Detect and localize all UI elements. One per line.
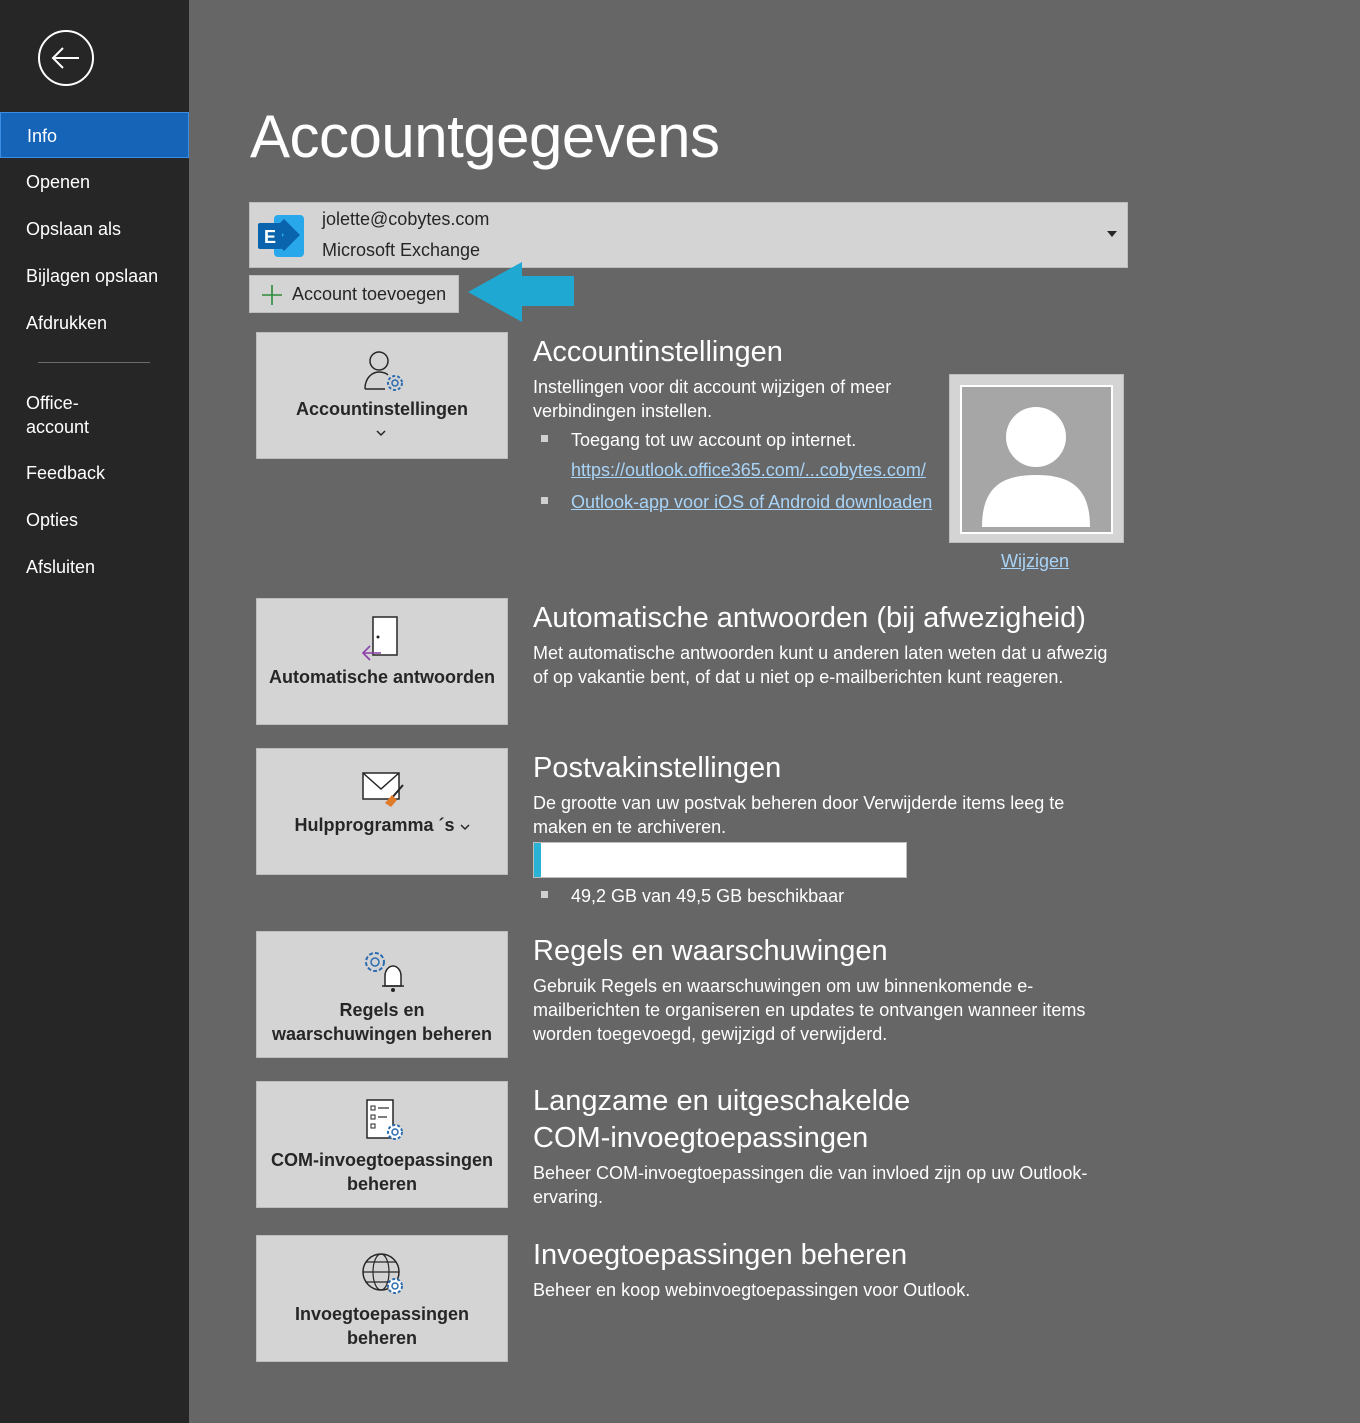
back-arrow-icon	[49, 41, 83, 75]
plus-icon	[260, 283, 284, 307]
person-silhouette-icon	[962, 387, 1111, 532]
page-title: Accountgegevens	[250, 103, 720, 170]
auto-reply-tile[interactable]	[256, 598, 508, 725]
owa-link[interactable]: https://outlook.office365.com/...cobytes.com/	[571, 460, 926, 480]
back-button[interactable]	[38, 30, 94, 86]
auto-reply-desc: Met automatische antwoorden kunt u anderen laten weten dat u afwezig of op vakantie bent, of dat u niet op e-mailberichten kunt reageren.	[533, 643, 1108, 687]
account-email: jolette@cobytes.com	[322, 209, 490, 229]
exchange-icon	[256, 213, 306, 259]
nav-item-bijlagen-opslaan[interactable]: Bijlagen opslaan	[26, 266, 159, 286]
addins-desc: Beheer en koop webinvoegtoepassingen voor Outlook.	[533, 1280, 971, 1300]
account-type: Microsoft Exchange	[322, 240, 481, 260]
bullet	[541, 891, 548, 898]
nav-item-afdrukken[interactable]: Afdrukken	[26, 313, 108, 333]
account-settings-desc: Instellingen voor dit account wijzigen of meer verbindingen instellen.	[533, 377, 892, 421]
mailbox-tools-tile-label: Hulpprogramma ´s	[257, 813, 507, 837]
nav-divider	[38, 362, 150, 363]
mobile-app-link[interactable]: Outlook-app voor iOS of Android downloaden	[571, 492, 933, 512]
gear-bell-icon	[359, 946, 407, 994]
com-addins-tile[interactable]	[256, 1081, 508, 1208]
chevron-down-icon	[1107, 231, 1117, 237]
mail-brush-icon	[359, 763, 407, 811]
nav-item-opslaan-als[interactable]: Opslaan als	[26, 219, 122, 239]
rules-tile-label: Regels en waarschuwingen beheren	[271, 1000, 493, 1044]
callout-arrow-icon	[468, 262, 576, 322]
mailbox-usage-text: 49,2 GB van 49,5 GB beschikbaar	[571, 886, 845, 906]
account-settings-tile-label: Accountinstellingen	[295, 399, 468, 419]
rules-tile[interactable]	[256, 931, 508, 1058]
nav-item-opties[interactable]: Opties	[26, 510, 79, 530]
mailbox-usage-fill	[534, 843, 541, 877]
auto-reply-tile-label: Automatische antwoorden	[268, 667, 496, 687]
nav-item-feedback[interactable]: Feedback	[26, 463, 106, 483]
list-gear-icon	[359, 1096, 407, 1144]
nav-item-afsluiten[interactable]: Afsluiten	[26, 557, 96, 577]
nav-item-info[interactable]: Info	[0, 112, 189, 158]
account-settings-tile[interactable]	[256, 332, 508, 459]
svg-text:E: E	[263, 227, 277, 247]
nav-item-openen[interactable]: Openen	[26, 172, 91, 192]
chevron-down-icon	[376, 429, 386, 437]
add-account-button[interactable]	[249, 275, 459, 313]
add-account-label: Account toevoegen	[292, 284, 447, 304]
globe-gear-icon	[359, 1250, 407, 1298]
com-addins-title: Langzame en uitgeschakelde COM-invoegtoepassingen	[533, 1085, 911, 1154]
mailbox-tools-tile[interactable]	[256, 748, 508, 875]
web-access-text: Toegang tot uw account op internet.	[571, 430, 857, 450]
chevron-down-icon	[460, 823, 470, 831]
addins-tile[interactable]	[256, 1235, 508, 1362]
bullet	[541, 497, 548, 504]
com-addins-tile-label: COM-invoegtoepassingen beheren	[270, 1150, 494, 1194]
account-settings-title: Accountinstellingen	[533, 336, 783, 368]
mailbox-usage-bar	[533, 842, 907, 878]
nav-item-office-account[interactable]: Office- account	[26, 393, 90, 437]
user-gear-icon	[359, 347, 407, 395]
rules-title: Regels en waarschuwingen	[533, 935, 888, 967]
rules-desc: Gebruik Regels en waarschuwingen om uw binnenkomende e-mailberichten te organiseren en updates te ontvangen wanneer items worden toegevoegd, gewijzigd of verwijderd.	[533, 976, 1086, 1044]
addins-tile-label: Invoegtoepassingen beheren	[294, 1304, 470, 1348]
backstage-sidebar	[0, 0, 189, 1423]
addins-title: Invoegtoepassingen beheren	[533, 1239, 908, 1271]
account-selector[interactable]	[249, 202, 1128, 268]
auto-reply-title: Automatische antwoorden (bij afwezigheid)	[533, 602, 1086, 634]
bullet	[541, 435, 548, 442]
com-addins-desc: Beheer COM-invoegtoepassingen die van invloed zijn op uw Outlook-ervaring.	[533, 1163, 1088, 1207]
door-arrow-icon	[359, 613, 407, 661]
change-photo-link[interactable]: Wijzigen	[1001, 551, 1070, 571]
mailbox-desc: De grootte van uw postvak beheren door Verwijderde items leeg te maken en te archiveren.	[533, 793, 1065, 837]
profile-photo	[949, 374, 1124, 543]
mailbox-title: Postvakinstellingen	[533, 752, 782, 784]
